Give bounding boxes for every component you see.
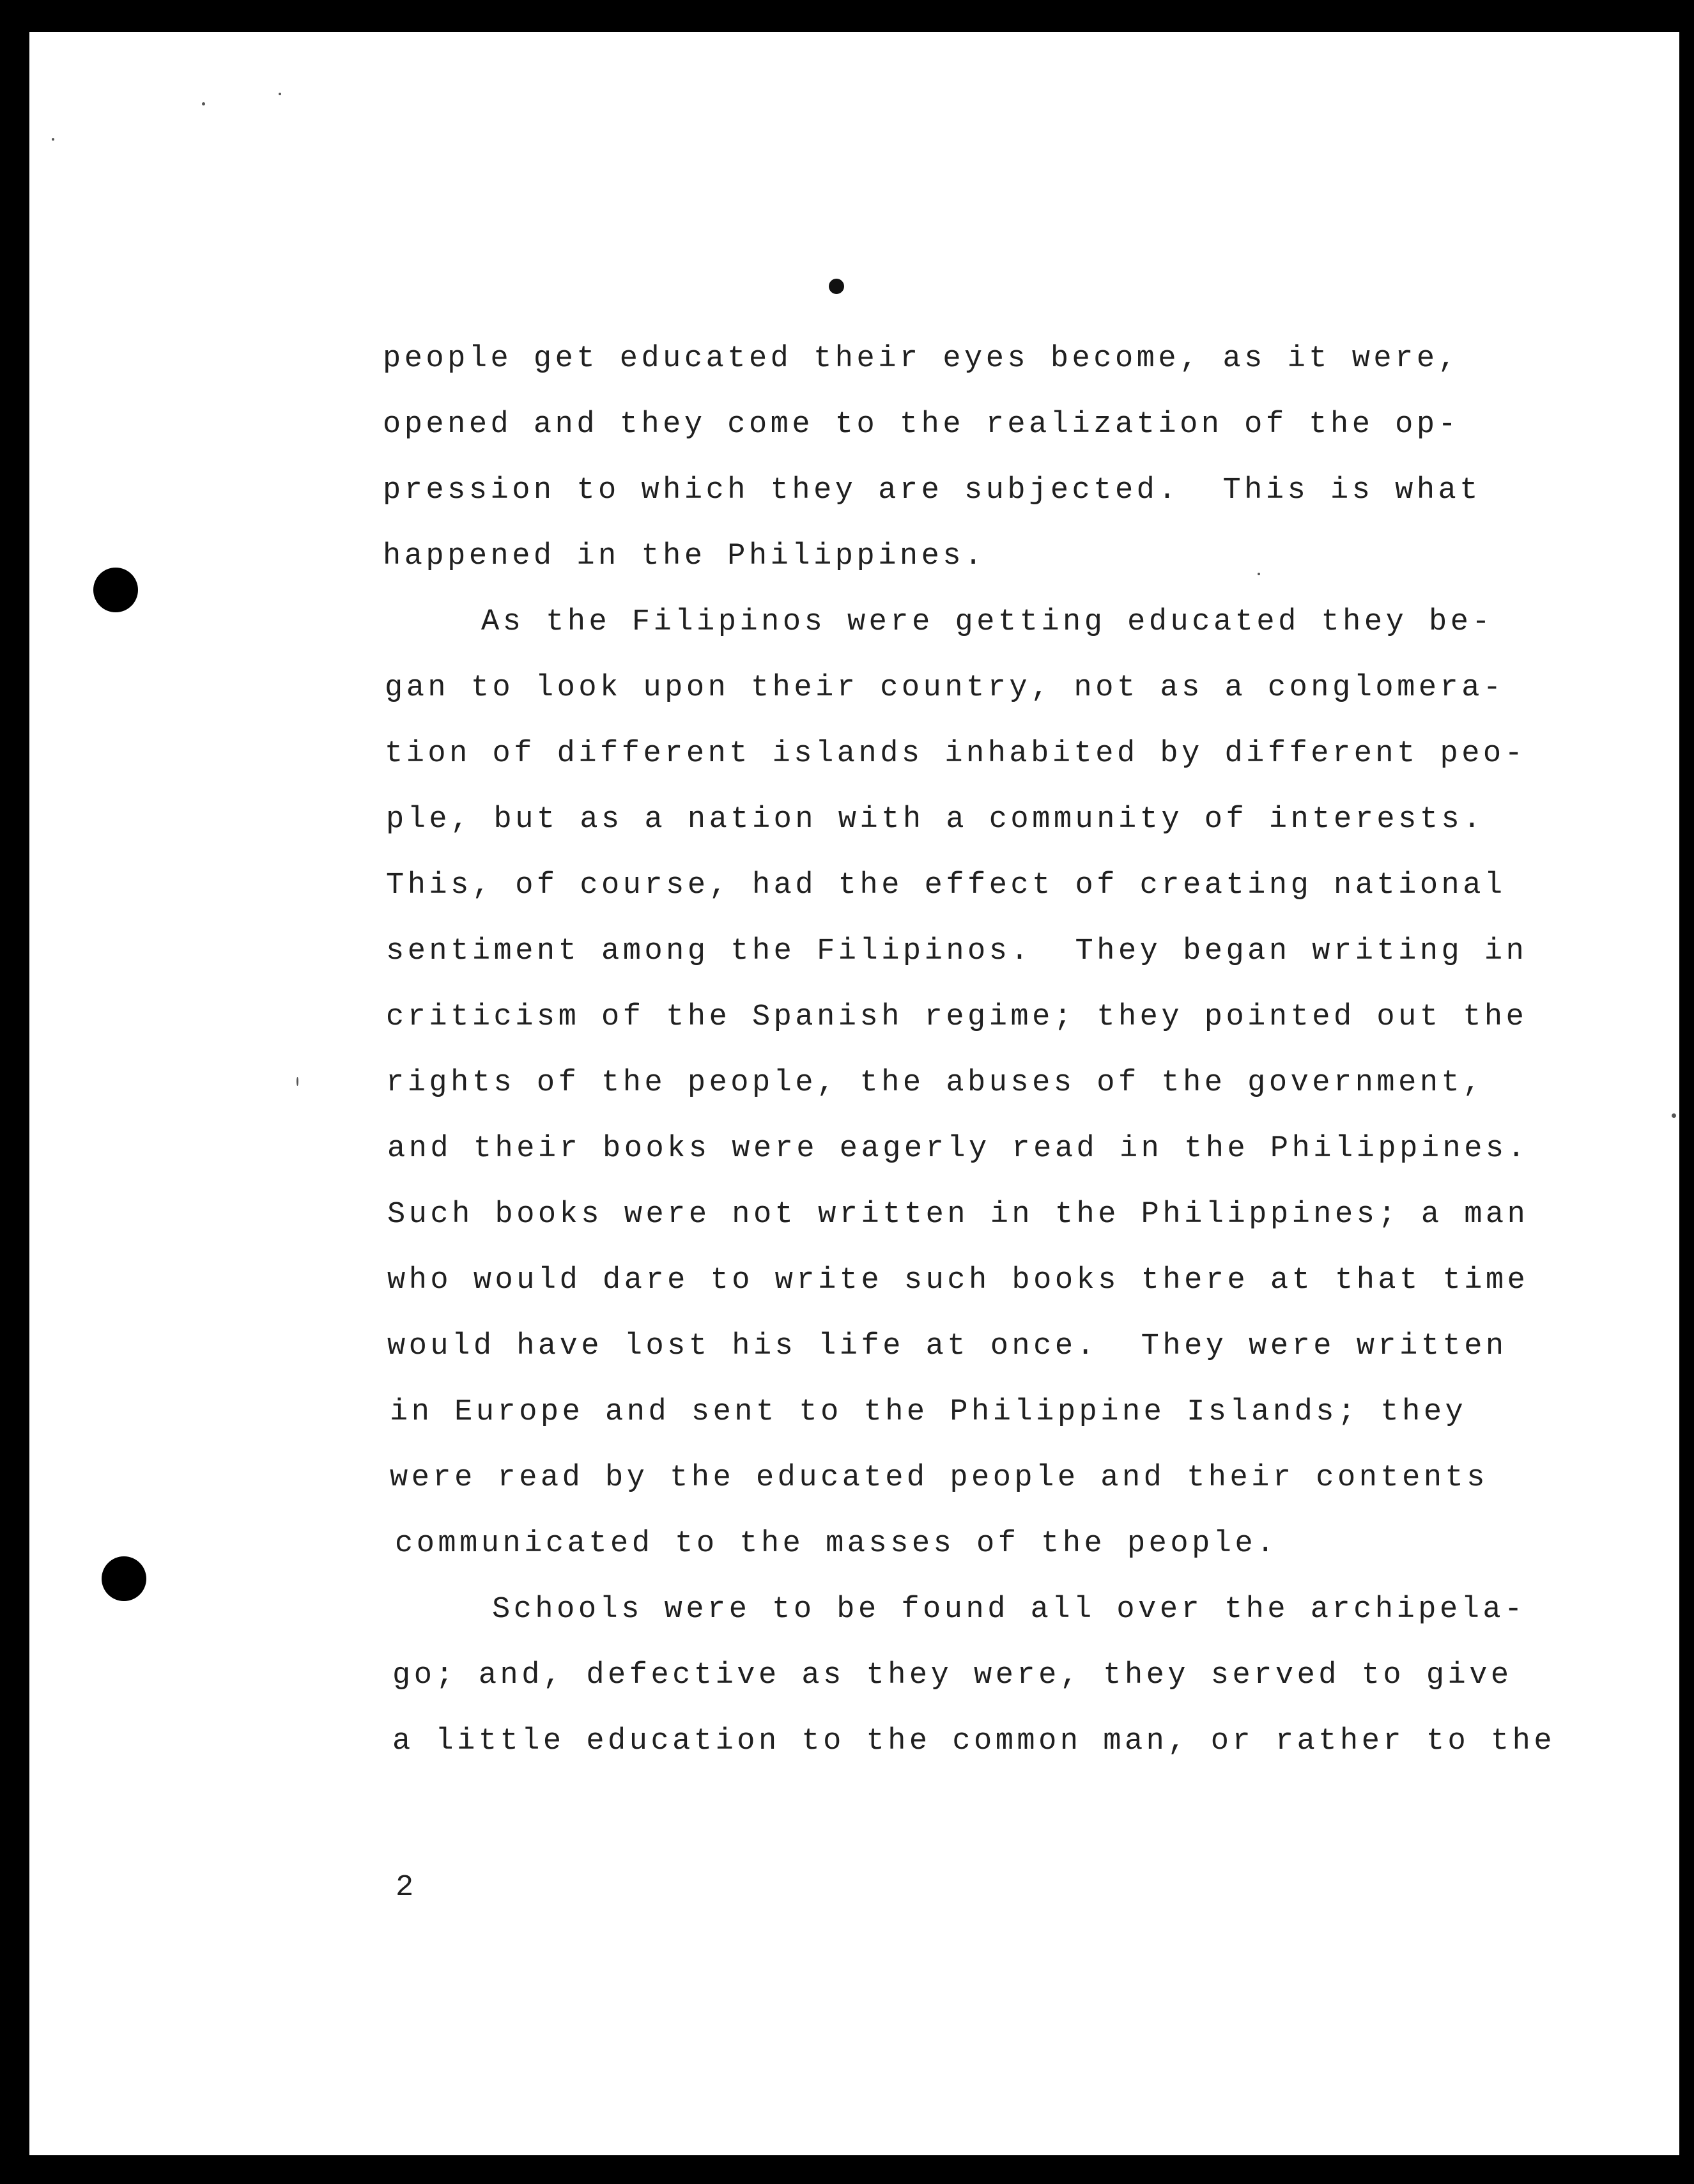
punch-hole-top xyxy=(93,568,138,612)
text-line-11: criticism of the Spanish regime; they pointed out the xyxy=(386,1000,1528,1034)
text-line-17: in Europe and sent to the Philippine Islands; they xyxy=(390,1395,1467,1429)
speck xyxy=(52,138,54,141)
text-line-2: opened and they come to the realization of the op- xyxy=(383,408,1460,442)
speck xyxy=(279,93,281,95)
text-line-15: who would dare to write such books there at that time xyxy=(387,1264,1529,1297)
text-line-19: communicated to the masses of the people. xyxy=(395,1527,1278,1561)
text-line-1: people get educated their eyes become, as it were, xyxy=(383,342,1460,376)
text-line-13: and their books were eagerly read in the Philippines. xyxy=(387,1132,1529,1166)
text-line-20: Schools were to be found all over the archipela- xyxy=(492,1593,1526,1627)
speck xyxy=(202,102,205,105)
text-line-10: sentiment among the Filipinos. They began writing in xyxy=(386,934,1528,968)
text-line-6: gan to look upon their country, not as a conglomera- xyxy=(385,671,1505,705)
text-line-9: This, of course, had the effect of creating national xyxy=(386,869,1506,902)
text-line-4: happened in the Philippines. xyxy=(383,539,986,573)
speck xyxy=(1258,573,1260,575)
text-line-3: pression to which they are subjected. This is what xyxy=(383,474,1481,507)
text-line-14: Such books were not written in the Philippines; a man xyxy=(387,1198,1529,1232)
speck xyxy=(296,1077,298,1086)
text-line-8: ple, but as a nation with a community of interests. xyxy=(386,803,1484,837)
text-line-18: were read by the educated people and their contents xyxy=(390,1461,1488,1495)
text-line-7: tion of different islands inhabited by different peo- xyxy=(385,737,1527,771)
speck xyxy=(1672,1113,1676,1118)
document-page xyxy=(29,32,1679,2155)
text-line-12: rights of the people, the abuses of the government, xyxy=(386,1066,1484,1100)
ink-dot xyxy=(829,279,844,294)
text-line-16: would have lost his life at once. They were written xyxy=(387,1329,1507,1363)
text-line-22: a little education to the common man, or rather to the xyxy=(392,1724,1556,1758)
punch-hole-bottom xyxy=(102,1556,146,1601)
page-number: 2 xyxy=(396,1871,414,1905)
text-line-21: go; and, defective as they were, they served to give xyxy=(392,1659,1513,1692)
text-line-5: As the Filipinos were getting educated they be- xyxy=(481,605,1494,639)
